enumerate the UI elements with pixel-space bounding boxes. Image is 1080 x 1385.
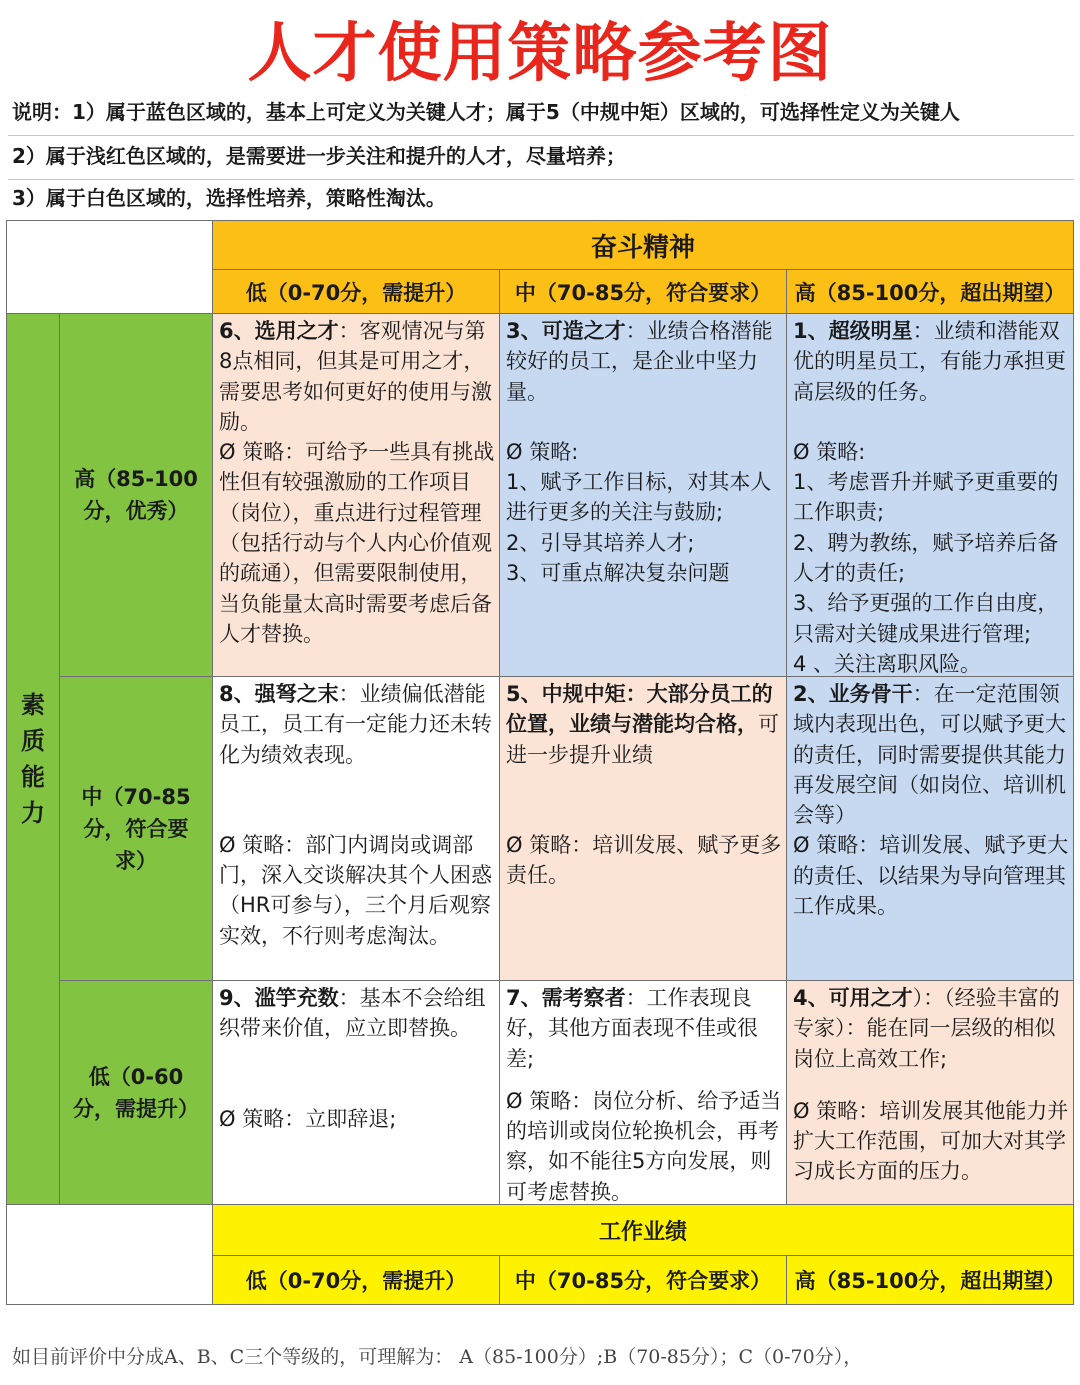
cell-5-description: 可进一步提升业绩 <box>506 712 779 767</box>
cell-5-strategy: Ø 策略：培训发展、赋予更多责任。 <box>506 832 782 888</box>
cell-1-strategy-item: 1、考虑晋升并赋予更重要的工作职责; <box>793 470 1059 525</box>
cell-2-description: ：在一定范围领域内表现出色，可以赋予更大的责任，同时需要提供其能力再发展空间（如岗位、培训机会等） <box>793 682 1066 828</box>
note-line-2: 2）属于浅红色区域的，是需要进一步关注和提升的人才，尽量培养； <box>8 138 1074 180</box>
cell-1-heading: 1、超级明星 <box>793 319 913 343</box>
cell-3-strategy-title: Ø 策略: <box>506 439 579 464</box>
cell-7-description: ：工作表现良好，其他方面表现不佳或很差; <box>506 986 758 1071</box>
top-axis-col-low: 低（0-70分，需提升） <box>212 269 500 314</box>
page-title: 人才使用策略参考图 <box>247 17 833 91</box>
corner-blank-top <box>6 220 213 314</box>
cell-3-strategy-item: 1、赋予工作目标，对其本人进行更多的关注与鼓励; <box>506 470 772 525</box>
top-axis-title: 奋斗精神 <box>212 220 1074 270</box>
cell-3-heading: 3、可造之才 <box>506 319 626 343</box>
cell-1-strategy-item: 2、聘为教练，赋予培养后备人才的责任; <box>793 530 1059 586</box>
cell-3-promising-talent <box>499 313 787 677</box>
cell-3-description: ：业绩合格潜能较好的员工，是企业中坚力量。 <box>506 319 773 404</box>
cell-2-heading: 2、业务骨干 <box>793 682 913 706</box>
cell-6-selected-talent <box>212 313 500 677</box>
cell-5-average <box>499 676 787 981</box>
top-axis-col-high: 高（85-100分，超出期望） <box>786 269 1074 314</box>
bottom-axis-col-high: 高（85-100分，超出期望） <box>786 1255 1074 1305</box>
cell-1-strategy-title: Ø 策略: <box>793 439 866 464</box>
cell-3-strategy-item: 2、引导其培养人才; <box>506 530 695 555</box>
cell-8-strategy: Ø 策略：部门内调岗或调部门，深入交谈解决其个人困惑（HR可参与），三个月后观察实效，不行则考虑淘汰。 <box>219 832 492 948</box>
cell-7-strategy: Ø 策略：岗位分析、给予适当的培训或岗位轮换机会，再考察，如不能往5方向发展，则可考虑替换。 <box>506 1088 782 1204</box>
left-axis-title: 素质能力 <box>21 691 45 827</box>
cell-6-description: ：客观情况与第8点相同，但其是可用之才，需要思考如何更好的使用与激励。 <box>219 319 492 434</box>
left-axis-row-high: 高（85-100分，优秀） <box>59 313 213 677</box>
footer-note: 如目前评价中分成A、B、C三个等级的，可理解为： A（85-100分）;B（70-85分）；C（0-70分）， <box>12 1346 863 1368</box>
bottom-axis-col-low: 低（0-70分，需提升） <box>212 1255 500 1305</box>
cell-1-super-star <box>786 313 1074 677</box>
cell-1-description: ：业绩和潜能双优的明星员工，有能力承担更高层级的任务。 <box>793 319 1066 404</box>
cell-2-business-backbone <box>786 676 1074 981</box>
cell-3-strategy-item: 3、可重点解决复杂问题 <box>506 561 730 586</box>
top-axis-col-mid: 中（70-85分，符合要求） <box>499 269 787 314</box>
cell-6-strategy: Ø 策略：可给予一些具有挑战性但有较强激励的工作项目（岗位），重点进行过程管理（包括行动与个人内心价值观的疏通），但需要限制使用，当负能量太高时需要考虑后备人才替换。 <box>219 440 495 646</box>
cell-9-strategy: Ø 策略：立即辞退; <box>219 1106 397 1131</box>
cell-8-heading: 8、强弩之末 <box>219 682 339 706</box>
bottom-axis-title: 工作业绩 <box>212 1204 1074 1256</box>
cell-4-usable-talent <box>786 980 1074 1205</box>
cell-9-filler <box>212 980 500 1205</box>
cell-4-heading: 4、可用之才 <box>793 986 913 1010</box>
left-axis-title-cell <box>6 313 60 1205</box>
talent-matrix <box>6 220 1074 1305</box>
cell-2-strategy: Ø 策略：培训发展、赋予更大的责任、以结果为导向管理其工作成果。 <box>793 833 1069 919</box>
cell-5-heading: 5、中规中矩：大部分员工的位置，业绩与潜能均合格， <box>506 682 773 737</box>
corner-blank-bottom <box>6 1204 213 1305</box>
cell-4-description: ）：（经验丰富的专家）：能在同一层级的相似岗位上高效工作; <box>793 986 1060 1071</box>
cell-7-under-review <box>499 980 787 1205</box>
cell-1-strategy-item: 4 、关注离职风险。 <box>793 651 982 676</box>
left-axis-row-low: 低（0-60分，需提升） <box>59 980 213 1205</box>
cell-7-heading: 7、需考察者 <box>506 986 626 1010</box>
cell-9-heading: 9、滥竽充数 <box>219 986 339 1010</box>
cell-8-spent-force <box>212 676 500 981</box>
cell-6-heading: 6、选用之才 <box>219 319 339 343</box>
left-axis-row-mid: 中（70-85分，符合要求） <box>59 676 213 981</box>
cell-4-strategy: Ø 策略：培训发展其他能力并扩大工作范围，可加大对其学习成长方面的压力。 <box>793 1098 1069 1184</box>
bottom-axis-col-mid: 中（70-85分，符合要求） <box>499 1255 787 1305</box>
cell-8-description: ：业绩偏低潜能员工，员工有一定能力还未转化为绩效表现。 <box>219 682 492 767</box>
cell-1-strategy-item: 3、给予更强的工作自由度，只需对关键成果进行管理; <box>793 591 1059 646</box>
note-line-1: 说明：1）属于蓝色区域的，基本上可定义为关键人才；属于5（中规中矩）区域的，可选择性定义为关键人 <box>8 94 1074 136</box>
cell-9-description: ：基本不会给组织带来价值，应立即替换。 <box>219 986 486 1041</box>
note-line-3: 3）属于白色区域的，选择性培养，策略性淘汰。 <box>12 186 446 210</box>
